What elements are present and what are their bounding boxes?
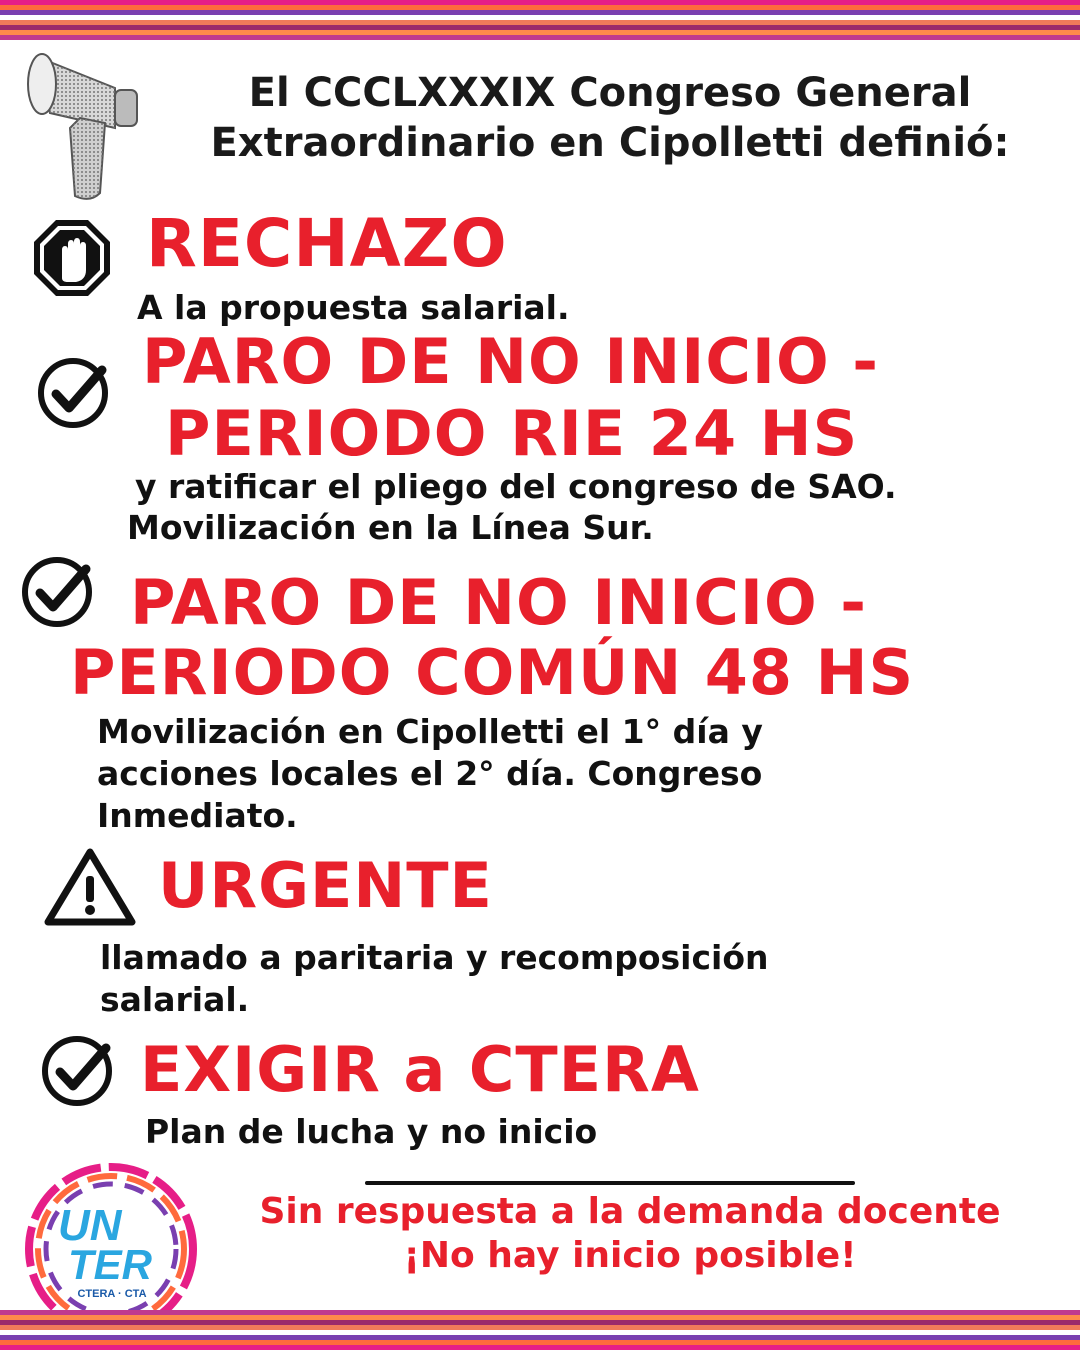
item-detail-comun-line-3: Inmediato. xyxy=(97,796,298,835)
item-title-rie-line-2: PERIODO RIE 24 HS xyxy=(165,397,859,470)
logo-top-text: UN xyxy=(58,1201,122,1250)
logo-main-text: TER xyxy=(68,1241,152,1288)
title-line-1: El CCCLXXXIX Congreso General xyxy=(248,70,972,116)
check-icon xyxy=(36,356,110,430)
warning-icon xyxy=(42,846,138,928)
item-title-comun-line-1: PARO DE NO INICIO - xyxy=(130,566,867,639)
bottom-stripe-band xyxy=(0,1310,1080,1350)
megaphone-icon xyxy=(20,18,170,208)
item-title-rie-line-1: PARO DE NO INICIO - xyxy=(142,325,879,398)
item-detail-rie-line-1: y ratificar el pliego del congreso de SAO. xyxy=(135,467,897,506)
item-title-comun-line-2: PERIODO COMÚN 48 HS xyxy=(70,636,915,709)
title-line-2: Extraordinario en Cipolletti definió: xyxy=(210,120,1010,166)
item-detail-comun-line-1: Movilización en Cipolletti el 1° día y xyxy=(97,712,763,751)
item-detail-comun-line-2: acciones locales el 2° día. Congreso xyxy=(97,754,763,793)
logo-caption: CTERA · CTA xyxy=(77,1288,147,1300)
item-title-rechazo: RECHAZO xyxy=(146,205,508,282)
check-icon xyxy=(40,1034,114,1108)
item-detail-urgente-line-2: salarial. xyxy=(100,980,250,1019)
footer-divider xyxy=(365,1181,855,1185)
item-detail-rechazo: A la propuesta salarial. xyxy=(137,288,570,327)
check-icon xyxy=(20,555,94,629)
item-detail-exigir: Plan de lucha y no inicio xyxy=(145,1112,598,1151)
footer-line-2: ¡No hay inicio posible! xyxy=(403,1235,857,1276)
item-detail-rie-line-2: Movilización en la Línea Sur. xyxy=(127,508,654,547)
item-title-exigir: EXIGIR a CTERA xyxy=(140,1033,700,1106)
item-title-urgente: URGENTE xyxy=(158,849,493,922)
page-title xyxy=(170,68,1050,168)
stop-hand-icon xyxy=(32,218,112,298)
item-detail-urgente-line-1: llamado a paritaria y recomposición xyxy=(100,938,769,977)
footer-line-1: Sin respuesta a la demanda docente xyxy=(259,1191,1001,1232)
